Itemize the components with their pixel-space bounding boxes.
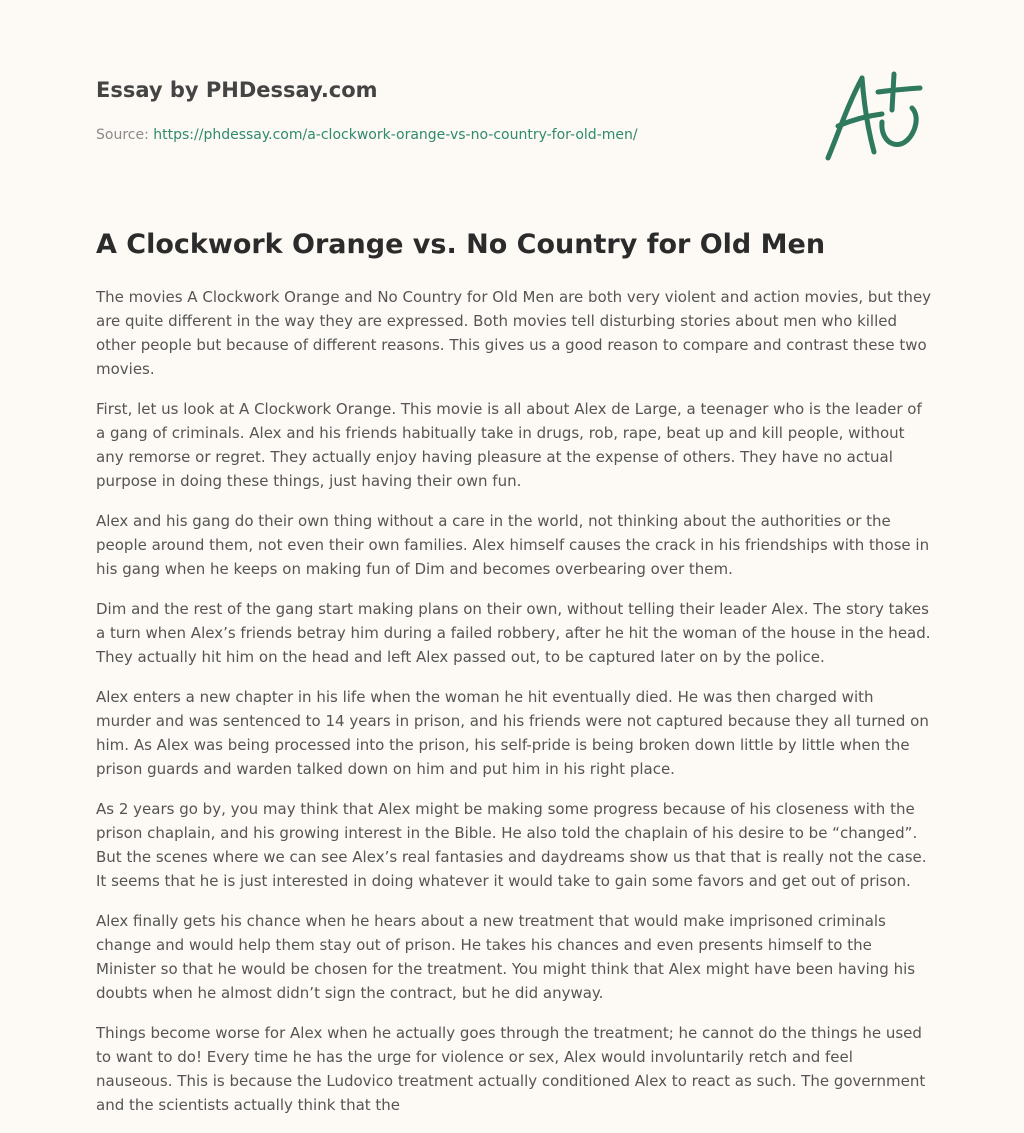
site-title: Essay by PHDessay.com: [96, 78, 378, 102]
source-link[interactable]: https://phdessay.com/a-clockwork-orange-vs-no-country-for-old-men/: [153, 127, 638, 143]
source-label: Source:: [96, 127, 149, 143]
essay-title: A Clockwork Orange vs. No Country for Old Men: [96, 229, 826, 260]
source-line: [96, 126, 796, 144]
a-plus-grade-icon: [820, 64, 930, 168]
essay-paragraph: First, let us look at A Clockwork Orange. This movie is all about Alex de Large, a teenager who is the leader of a gang of criminals. Alex and his friends habitually take in drugs, rob, rape, beat up and kill people, without any remorse or regret. They actually enjoy having pleasure at the expense of others. They have no actual purpose in doing these things, just having their own fun.: [96, 400, 922, 490]
essay-paragraph: The movies A Clockwork Orange and No Country for Old Men are both very violent and action movies, but they are quite different in the way they are expressed. Both movies tell disturbing stories about men who killed other people but because of different reasons. This gives us a good reason to compare and contrast these two movies.: [96, 288, 932, 378]
essay-paragraph: Dim and the rest of the gang start making plans on their own, without telling their leader Alex. The story takes a turn when Alex’s friends betray him during a failed robbery, after he hit the woman of the house in the head. They actually hit him on the head and left Alex passed out, to be captured later on by the police.: [96, 600, 931, 666]
essay-body: [96, 285, 932, 1133]
essay-paragraph: Alex enters a new chapter in his life when the woman he hit eventually died. He was then charged with murder and was sentenced to 14 years in prison, and his friends were not captured because they all turned on him. As Alex was being processed into the prison, his self-pride is being broken down little by little when the prison guards and warden talked down on him and put him in his right place.: [96, 688, 929, 778]
essay-paragraph: As 2 years go by, you may think that Alex might be making some progress because of his closeness with the prison chaplain, and his growing interest in the Bible. He also told the chaplain of his desire to be “changed”. But the scenes where we can see Alex’s real fantasies and daydreams show us that that is really not the case. It seems that he is just interested in doing whatever it would take to gain some favors and get out of prison.: [96, 800, 927, 890]
essay-paragraph: Alex finally gets his chance when he hears about a new treatment that would make imprisoned criminals change and would help them stay out of prison. He takes his chances and even presents himself to the Minister so that he would be chosen for the treatment. You might think that Alex might have been having his doubts when he almost didn’t sign the contract, but he did anyway.: [96, 912, 916, 1002]
page-header: [96, 76, 796, 144]
essay-paragraph: Things become worse for Alex when he actually goes through the treatment; he cannot do the things he used to want to do! Every time he has the urge for violence or sex, Alex would involuntarily retch and feel nauseous. This is because the Ludovico treatment actually conditioned Alex to react as such. The government and the scientists actually think that the: [96, 1024, 926, 1114]
essay-paragraph: Alex and his gang do their own thing without a care in the world, not thinking about the authorities or the people around them, not even their own families. Alex himself causes the crack in his friendships with those in his gang when he keeps on making fun of Dim and becomes overbearing over them.: [96, 512, 930, 578]
